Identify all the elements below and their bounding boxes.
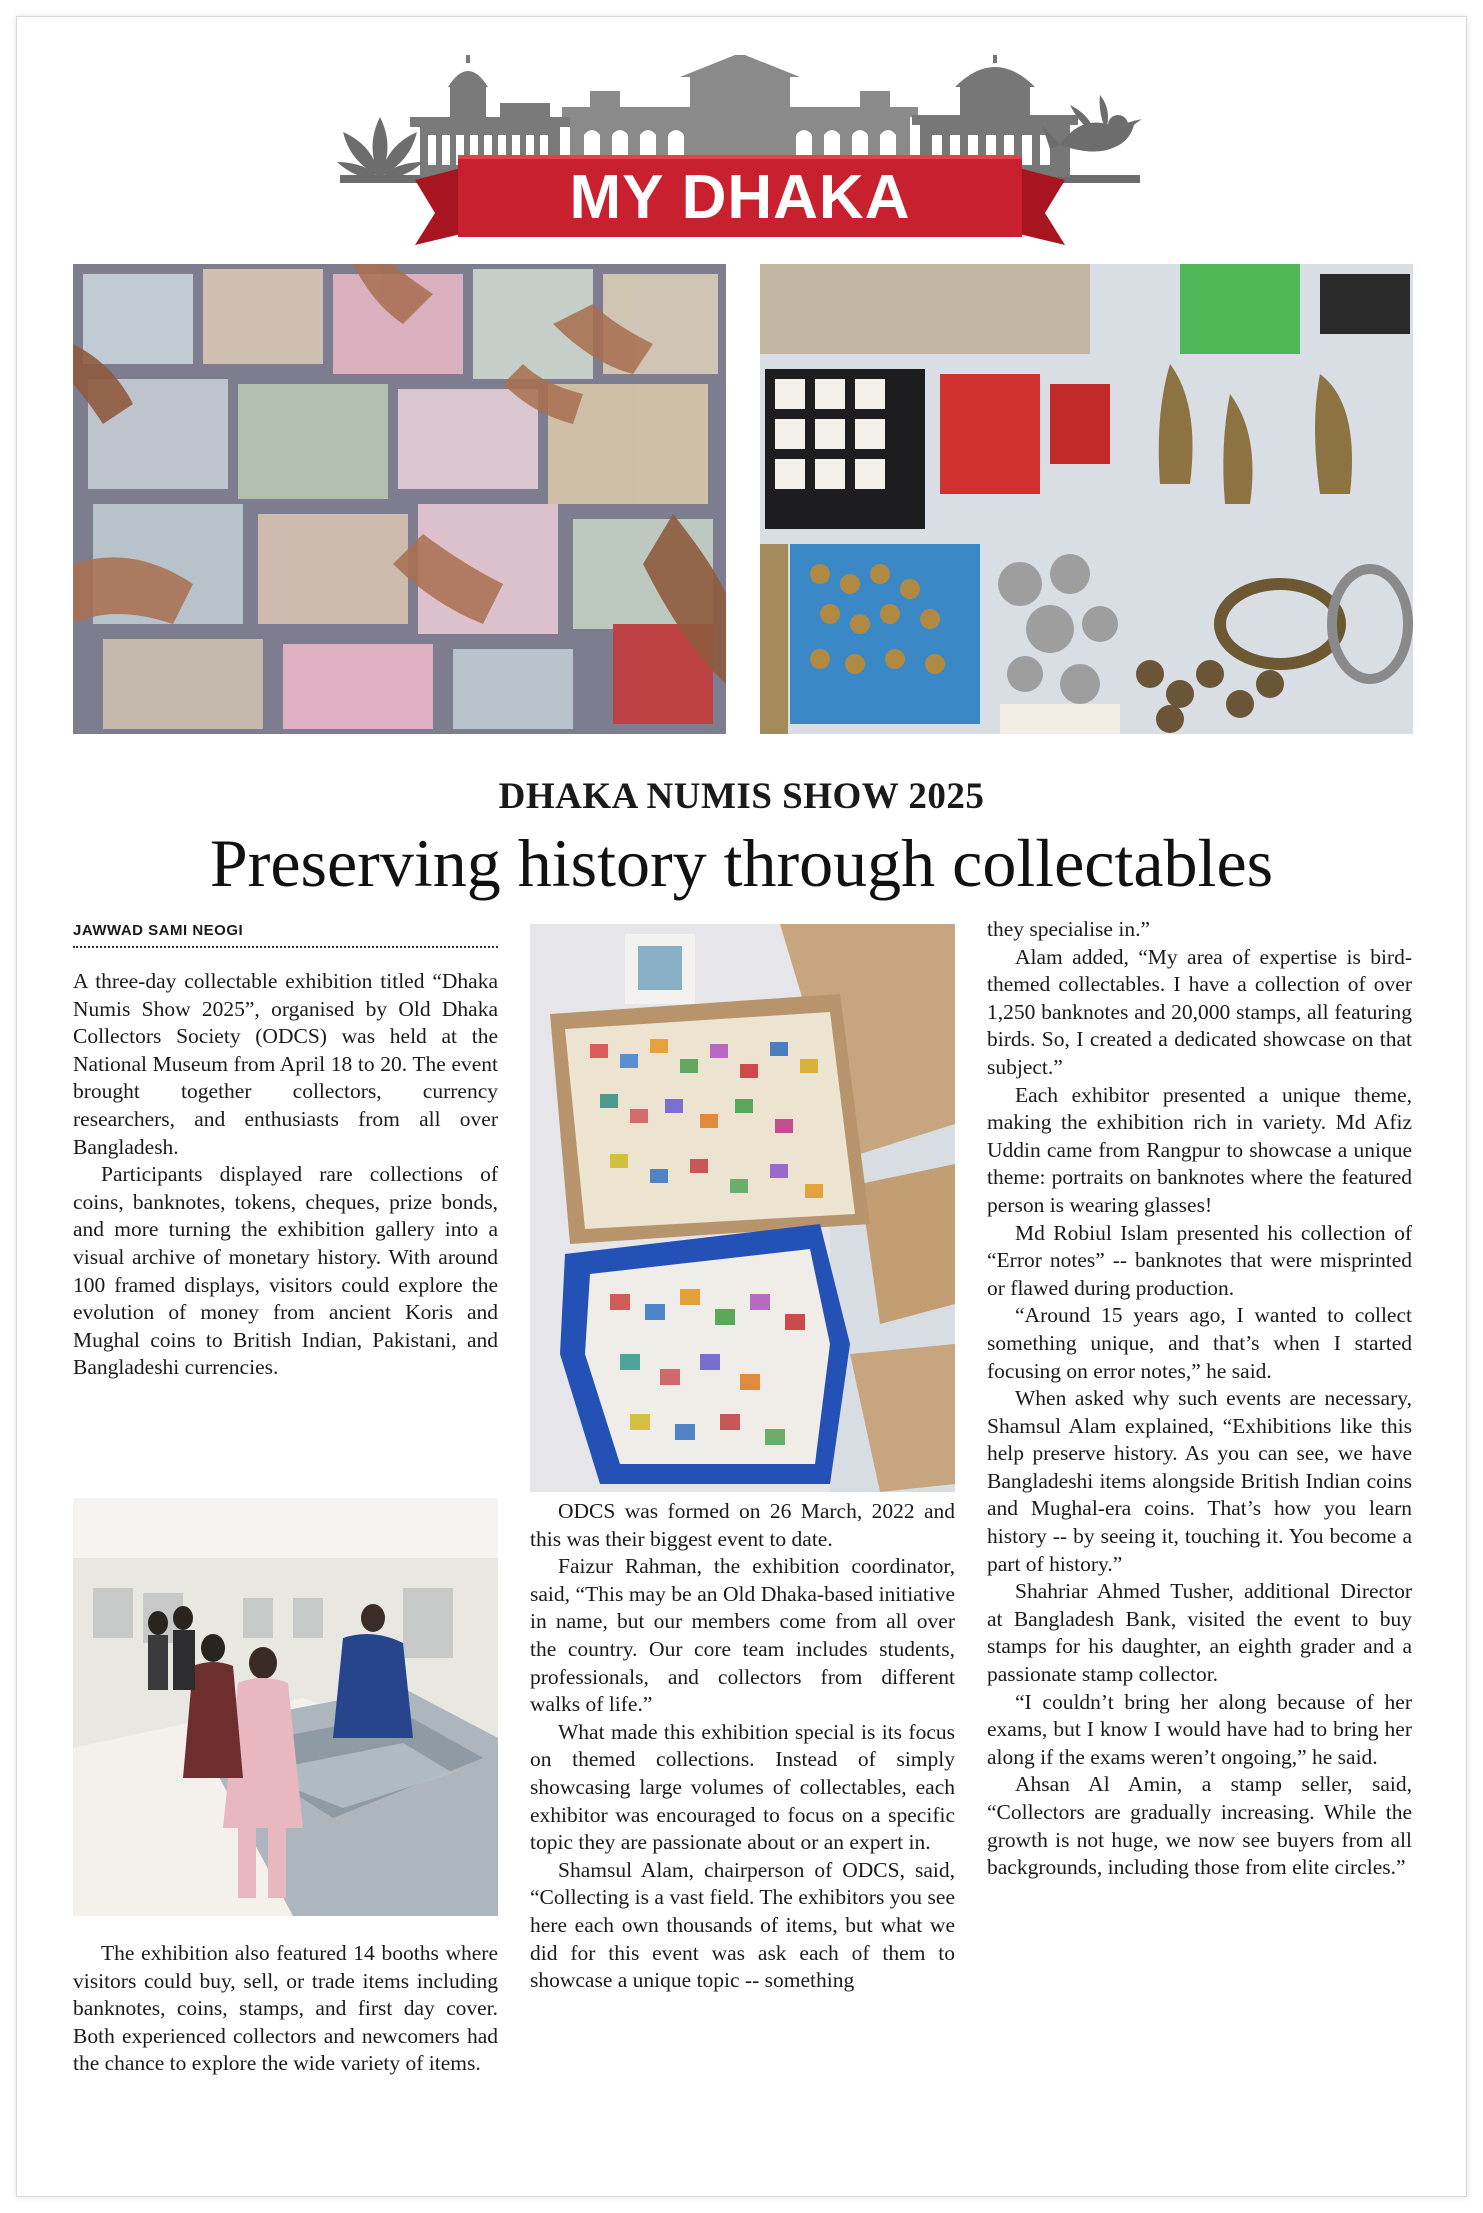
article-paragraph: The exhibition also featured 14 booths where visitors could buy, sell, or trade items including banknotes, coins, stamps, and first day cover. Both experienced collectors and newcomers had the chance to explore the wide variety of items.	[73, 1941, 498, 2076]
article-paragraph: When asked why such events are necessary, Shamsul Alam explained, “Exhibitions like this help preserve history. As you can see, we have Bangladeshi items alongside British Indian coins and Mughal-era coins. That’s how you learn history -- by seeing it, touching it. You become a part of history.”	[987, 1386, 1412, 1576]
exhibition-gallery-photo	[73, 1498, 498, 1916]
stamps-box-photo	[530, 924, 955, 1492]
article-paragraph: Alam added, “My area of expertise is bird-themed collectables. I have a collection of over 1,250 banknotes and 20,000 stamps, all featuring birds. So, I created a dedicated showcase on that subject.”	[987, 944, 1412, 1079]
article-paragraph: A three-day collectable exhibition titled “Dhaka Numis Show 2025”, organised by Old Dhaka Collectors Society (ODCS) was held at the National Museum from April 18 to 20. The event brought together collectors, currency researchers, and enthusiasts from all over Bangladesh.	[73, 969, 498, 1159]
article-byline: JAWWAD SAMI NEOGI	[73, 916, 498, 948]
article-paragraph: Shamsul Alam, chairperson of ODCS, said, “Collecting is a vast field. The exhibitors you see here each own thousands of items, but what we did for this event was ask each of them to showcase a unique topic -- something	[530, 1857, 955, 1993]
article-paragraph: Each exhibitor presented a unique theme, making the exhibition rich in variety. Md Afiz Uddin came from Rangpur to showcase a unique theme: portraits on banknotes where the featured person is wearing glasses!	[987, 1082, 1412, 1217]
article-kicker: DHAKA NUMIS SHOW 2025	[498, 776, 985, 817]
masthead-title: MY DHAKA	[569, 163, 911, 232]
masthead	[340, 55, 1140, 245]
article-paragraph: ODCS was formed on 26 March, 2022 and this was their biggest event to date.	[530, 1499, 955, 1551]
coins-artifacts-photo	[760, 264, 1413, 734]
article-column-3	[987, 916, 1412, 1882]
article-paragraph: Participants displayed rare collections of coins, banknotes, tokens, cheques, prize bonds, and more turning the exhibition gallery into a visual archive of monetary history. With around 100 framed displays, visitors could explore the evolution of money from ancient Koris and Mughal coins to British Indian, Pakistani, and Bangladeshi currencies.	[73, 1162, 498, 1380]
article-paragraph: Faizur Rahman, the exhibition coordinator, said, “This may be an Old Dhaka-based initiative in name, but our members come from all over the country. Our core team includes students, professionals, and collectors from different walks of life.”	[530, 1554, 955, 1717]
article-column-1-bottom	[73, 1940, 498, 2078]
article-column-2	[530, 1498, 955, 1995]
article-headline: Preserving history through collectables	[209, 825, 1274, 901]
article-paragraph: “Around 15 years ago, I wanted to collect something unique, and that’s when I started focusing on error notes,” he said.	[987, 1303, 1412, 1383]
article-paragraph: Shahriar Ahmed Tusher, additional Director at Bangladesh Bank, visited the event to buy stamps for his daughter, an eighth grader and a passionate stamp collector.	[987, 1579, 1412, 1687]
article-paragraph: Ahsan Al Amin, a stamp seller, said, “Collectors are gradually increasing. While the growth is not huge, we now see buyers from all backgrounds, including those from elite circles.”	[987, 1772, 1412, 1880]
article-paragraph: Md Robiul Islam presented his collection of “Error notes” -- banknotes that were misprinted or flawed during production.	[987, 1220, 1412, 1300]
article-paragraph: What made this exhibition special is its focus on themed collections. Instead of simply showcasing large volumes of collectables, each exhibitor was encouraged to focus on a specific topic they are passionate about or an expert in.	[530, 1719, 955, 1855]
article-column-1-top	[73, 968, 498, 1382]
article-paragraph: they specialise in.”	[987, 917, 1150, 941]
banknotes-trading-photo	[73, 264, 726, 734]
article-paragraph: “I couldn’t bring her along because of her exams, but I know I would have had to bring her along if the exams weren’t ongoing,” he said.	[987, 1689, 1412, 1769]
